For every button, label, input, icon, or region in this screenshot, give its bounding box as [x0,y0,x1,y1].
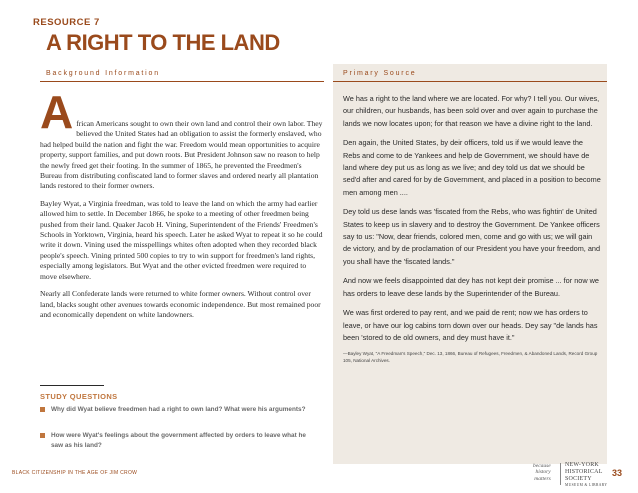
primary-source-paragraph: We was first ordered to pay rent, and we paid de rent; now we has orders to leave, or have our log cabins torn down over our heads. Dey say "de lands has been 'stored to de old owners, and dey must have it." [343,308,598,342]
background-divider [40,81,324,82]
nyhs-logo-line: SOCIETY [565,475,592,482]
background-section-label: Background Information [46,70,160,77]
primary-source-paragraph: Dey told us dese lands was 'fiscated from the Rebs, who was fightin' de United States to keep us in slavery and to destroy the Government. De Yankee officers say to us: "Now, dear friends, colored men, come and go with us; we will gain de victory, and by de proclamation of our President you have your freedom, and you shall have the 'fiscated lands." [343,207,601,266]
primary-source-paragraph: Den again, the United States, by deir officers, told us if we would leave the Rebs and come to de Yankees and help de Government, we should have de land where dey put us as long as we live; and dey told us dat we should be sed'd after and cared for by de Government, and placed in a position to become men among men .... [343,138,601,197]
background-text [40,86,323,327]
square-bullet-icon [40,407,45,412]
background-paragraph-text: frican Americans sought to own their own land and control their own labor. They believed the United States had an obligation to assist the formerly enslaved, who had helped build the nation and fight the war. Freedom would mean opportunities to acquire property, support families, and put down roots. But President Johnson saw no reason to help the newly freed get their footing. In the summer of 1865, he prevented the Freedmen's Bureau from distributing confiscated land to former slaves and ordered nearly all plantation lands restored to their former owners. [40,119,323,191]
resource-label: RESOURCE 7 [33,17,100,28]
page-number: 33 [612,468,623,478]
because-history-matters-logo [533,463,551,482]
background-paragraph: Bayley Wyat, a Virginia freedman, was told to leave the land on which the army had earlier allowed him to settle. In December 1866, he spoke to a meeting of other freedmen being pushed from their land. Quaker Jacob H. Vining, Superintendent of the Friends' Freedmen's Schools in Yorktown, Virginia, heard his speech. Later he asked Wyat to repeat it so he could write it down. Vining used the misspellings whites often adopted when they recorded black people's speech. Vining printed 500 copies to try to win support for freedmen's land rights, especially among legislators. But Wyat and the other evicted freedmen were required to move elsewhere. [40,198,323,281]
study-question-text: Why did Wyat believe freedmen had a right to own land? What were his arguments? [51,406,306,413]
bhm-logo-line: because [533,463,551,469]
page-title: A RIGHT TO THE LAND [46,30,280,55]
background-paragraph: Nearly all Confederate lands were returned to white former owners. Without control over land, blacks sought other avenues towards economic independence. But most remained poor and economically dependent on white landowners. [40,289,321,319]
study-question [40,431,320,451]
background-paragraph [40,86,323,192]
study-question [40,405,320,415]
bhm-logo-line: matters [534,475,551,482]
nyhs-logo-line: NEW-YORK [565,462,599,468]
primary-source-text [343,93,601,371]
primary-source-section-label: Primary Source [343,70,417,77]
drop-cap-spacer [40,93,323,119]
study-question-text: How were Wyat's feelings about the government affected by orders to leave what he saw as his land? [51,432,306,449]
nyhs-logo-line: HISTORICAL [565,468,603,475]
primary-source-paragraph: We has a right to the land where we are located. For why? I tell you. Our wives, our children, our husbands, has been sold over and over again to purchase the lands we now locates upon; for that reason we have a divine right to the land. [343,94,600,128]
drop-cap: A [40,86,74,138]
study-questions-divider [40,385,104,386]
nyhs-logo-subtitle: MUSEUM & LIBRARY [565,483,608,488]
study-questions-heading: STUDY QUESTIONS [40,392,118,401]
bhm-logo-line: history [535,469,551,476]
footer-series-title: BLACK CITIZENSHIP IN THE AGE OF JIM CROW [12,470,138,476]
logo-divider [560,463,561,485]
square-bullet-icon [40,433,45,438]
primary-source-citation: —Bayley Wyat, "A Freedman's Speech," Dec. 13, 1866, Bureau of Refugees, Freedmen, & Abandoned Lands, Record Group 105, National Archives. [343,351,598,363]
primary-source-paragraph: And now we feels disappointed dat dey has not kept deir promise ... for now we has orders to leave dese lands by the Superintender of the Bureau. [343,276,599,298]
nyhs-logo [565,462,607,489]
primary-source-divider [333,81,607,82]
